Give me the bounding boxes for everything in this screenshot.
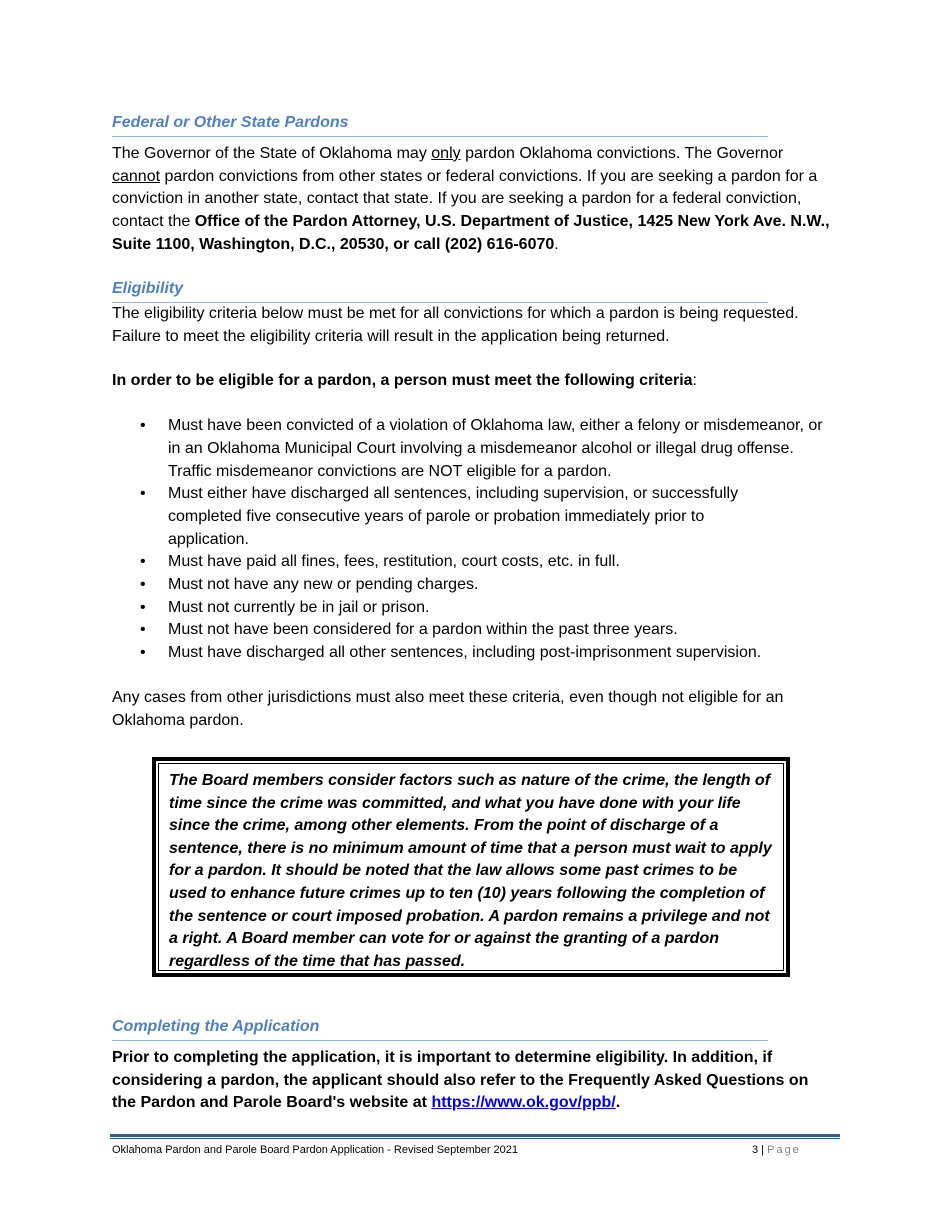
section-federal-pardons bbox=[112, 112, 840, 257]
eligibility-paragraph: The eligibility criteria below must be met for all convictions for which a pardon is being requested. Failure to meet the eligibility criteria will result in the application being returned. bbox=[112, 305, 799, 345]
list-item bbox=[112, 551, 840, 574]
bullet-icon: • bbox=[140, 576, 146, 594]
list-item-text: Must not currently be in jail or prison. bbox=[168, 598, 430, 616]
underline-only: only bbox=[431, 145, 461, 162]
page-word: Page bbox=[767, 1144, 801, 1156]
list-item bbox=[112, 574, 840, 597]
text-span: pardon Oklahoma convictions. The Governor bbox=[460, 145, 784, 162]
list-item bbox=[112, 619, 840, 642]
list-item bbox=[112, 415, 823, 483]
list-item-text: Must have paid all fines, fees, restitution, court costs, etc. in full. bbox=[168, 553, 620, 571]
footer-divider bbox=[110, 1134, 840, 1139]
page-separator: | bbox=[758, 1144, 768, 1156]
pardon-attorney-contact: Office of the Pardon Attorney, U.S. Department of Justice, 1425 New York Ave. N.W., Suite 1100, Washington, D.C., 20530, or call (202) 616-6070 bbox=[112, 213, 830, 253]
ppb-website-link[interactable]: https://www.ok.gov/ppb/ bbox=[431, 1094, 616, 1112]
list-item-text: Must have discharged all other sentences, including post-imprisonment supervision. bbox=[168, 644, 762, 662]
text-span: . bbox=[615, 1094, 621, 1112]
section-eligibility bbox=[112, 278, 840, 732]
bullet-icon: • bbox=[140, 417, 146, 435]
federal-pardons-paragraph bbox=[112, 143, 840, 257]
footer-page-number bbox=[752, 1144, 801, 1156]
list-item bbox=[112, 597, 840, 620]
criteria-colon: : bbox=[692, 372, 697, 390]
text-span: pardon convictions from other states or federal convictions. If you are seeking a pardon for a conviction in another state, contact that state. If you are seeking a pardon for a federal conviction, contact the bbox=[112, 167, 818, 231]
bullet-icon: • bbox=[140, 553, 146, 571]
bullet-icon: • bbox=[140, 644, 146, 662]
list-item bbox=[112, 483, 788, 551]
heading-federal-pardons: Federal or Other State Pardons bbox=[112, 112, 768, 137]
bullet-icon: • bbox=[140, 485, 146, 503]
bullet-icon: • bbox=[140, 621, 146, 639]
text-span: The Governor of the State of Oklahoma may bbox=[112, 145, 432, 162]
other-jurisdictions-paragraph: Any cases from other jurisdictions must also meet these criteria, even though not eligible for an Oklahoma pardon. bbox=[112, 688, 784, 729]
notice-box bbox=[152, 757, 790, 977]
criteria-intro bbox=[112, 370, 840, 393]
list-item-text: Must have been convicted of a violation of Oklahoma law, either a felony or misdemeanor, or in an Oklahoma Municipal Court involving a misdemeanor alcohol or illegal drug offense. Traffic misdemeanor convictions are NOT eligible for a pardon. bbox=[168, 417, 823, 480]
list-item bbox=[112, 642, 840, 665]
bullet-icon: • bbox=[140, 598, 146, 616]
heading-eligibility: Eligibility bbox=[112, 278, 768, 303]
list-item-text: Must not have any new or pending charges. bbox=[168, 576, 479, 594]
completing-application-paragraph bbox=[112, 1047, 827, 1115]
list-item-text: Must either have discharged all sentences, including supervision, or successfully completed five consecutive years of parole or probation immediately prior to application. bbox=[168, 485, 739, 548]
section-completing-application bbox=[112, 1016, 840, 1115]
footer-title: Oklahoma Pardon and Parole Board Pardon Application - Revised September 2021 bbox=[112, 1144, 519, 1156]
text-span: Prior to completing the application, it is important to determine eligibility. In addition, if considering a pardon, the applicant should also refer to the Frequently Asked Questions on the Pardon and Parole Board's website at bbox=[112, 1049, 809, 1112]
underline-cannot: cannot bbox=[112, 167, 161, 185]
criteria-intro-bold: In order to be eligible for a pardon, a person must meet the following criteria bbox=[112, 372, 693, 390]
heading-completing-application: Completing the Application bbox=[112, 1016, 768, 1041]
notice-box-text: The Board members consider factors such as nature of the crime, the length of time since the crime was committed, and what you have done with your life since the crime, among other elements. From the point of discharge of a sentence, there is no minimum amount of time that a person must wait to apply for a pardon. It should be noted that the law allows some past crimes to be used to enhance future crimes up to ten (10) years following the completion of the sentence or court imposed probation. A pardon remains a privilege and not a right. A Board member can vote for or against the granting of a pardon regardless of the time that has passed. bbox=[158, 763, 784, 971]
page-number: 3 bbox=[752, 1144, 759, 1156]
criteria-list bbox=[112, 415, 840, 665]
text-span: . bbox=[554, 235, 559, 253]
list-item-text: Must not have been considered for a pardon within the past three years. bbox=[168, 621, 678, 639]
